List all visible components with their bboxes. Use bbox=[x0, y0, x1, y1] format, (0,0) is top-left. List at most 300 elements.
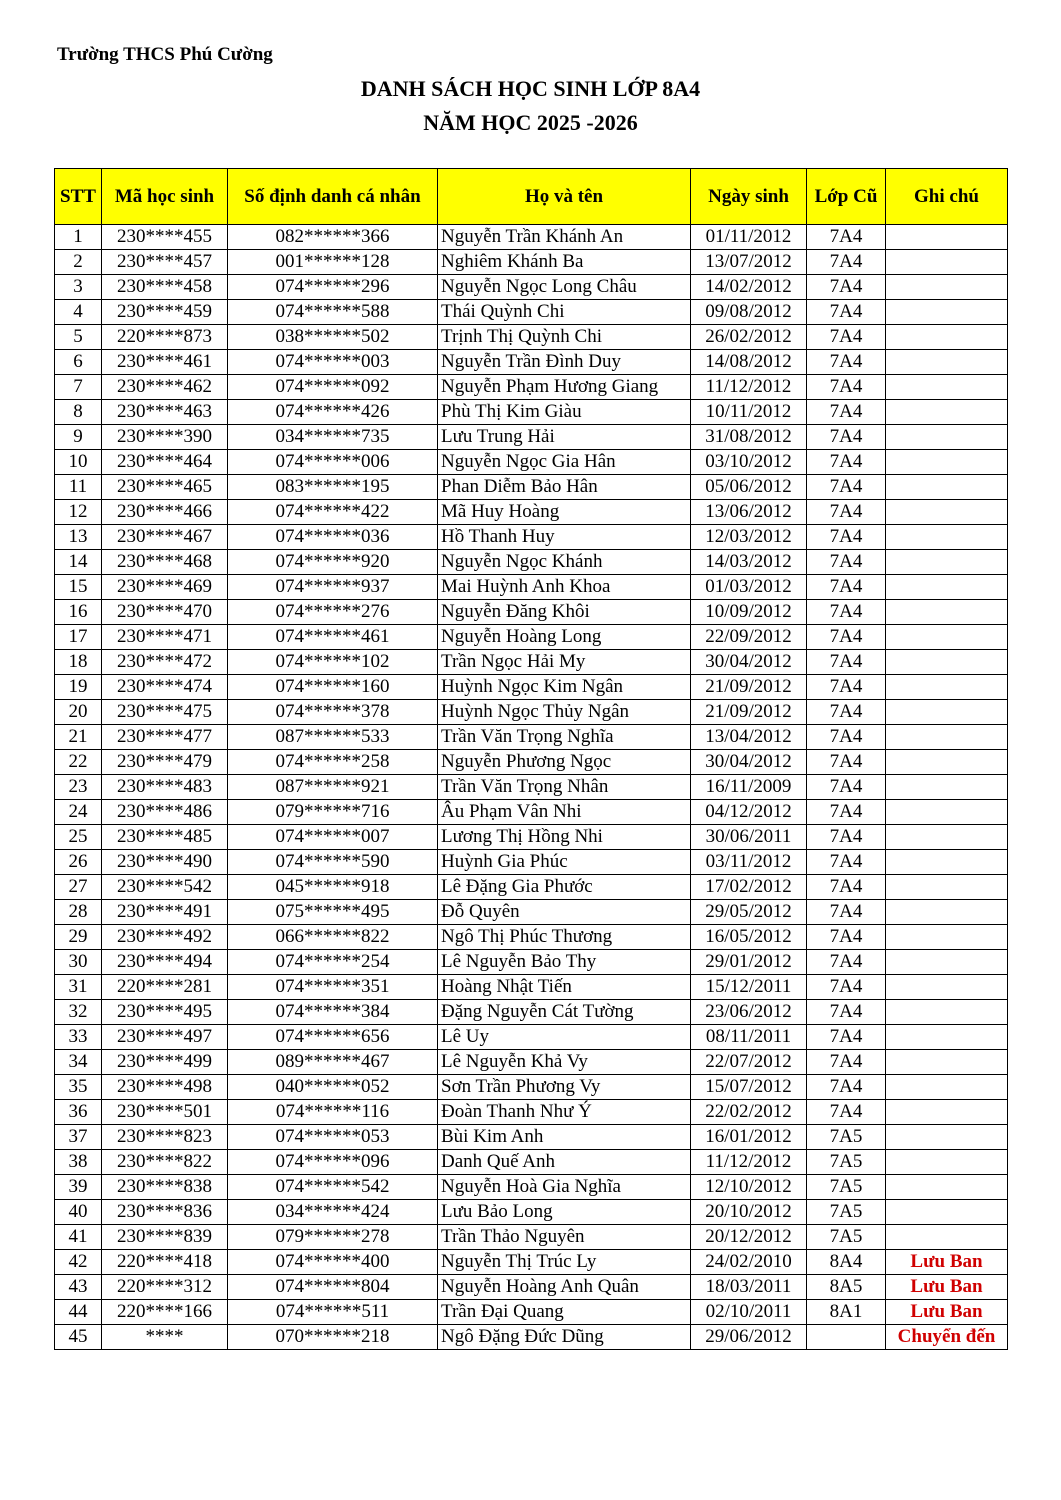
cell-note bbox=[886, 475, 1008, 500]
cell-full-name: Lê Nguyễn Bảo Thy bbox=[438, 950, 691, 975]
cell-note bbox=[886, 350, 1008, 375]
table-row bbox=[55, 1125, 1008, 1150]
cell-note: Chuyển đến bbox=[886, 1325, 1008, 1350]
cell-stt: 13 bbox=[55, 525, 102, 550]
cell-full-name: Lê Nguyễn Khả Vy bbox=[438, 1050, 691, 1075]
cell-old-class: 7A4 bbox=[807, 475, 886, 500]
cell-full-name: Sơn Trần Phương Vy bbox=[438, 1075, 691, 1100]
cell-full-name: Đặng Nguyễn Cát Tường bbox=[438, 1000, 691, 1025]
cell-full-name: Nguyễn Trần Khánh An bbox=[438, 225, 691, 250]
cell-personal-id: 074******092 bbox=[228, 375, 438, 400]
cell-note bbox=[886, 325, 1008, 350]
cell-personal-id: 074******378 bbox=[228, 700, 438, 725]
cell-birth-date: 11/12/2012 bbox=[691, 1150, 807, 1175]
cell-personal-id: 074******296 bbox=[228, 275, 438, 300]
student-roster-table bbox=[54, 168, 1008, 1350]
cell-old-class: 7A4 bbox=[807, 600, 886, 625]
cell-stt: 32 bbox=[55, 1000, 102, 1025]
cell-student-id: 230****463 bbox=[102, 400, 228, 425]
cell-old-class: 7A4 bbox=[807, 500, 886, 525]
cell-personal-id: 074******937 bbox=[228, 575, 438, 600]
cell-personal-id: 074******276 bbox=[228, 600, 438, 625]
cell-stt: 19 bbox=[55, 675, 102, 700]
cell-full-name: Nguyễn Hoàng Anh Quân bbox=[438, 1275, 691, 1300]
cell-student-id: 230****490 bbox=[102, 850, 228, 875]
cell-personal-id: 040******052 bbox=[228, 1075, 438, 1100]
cell-full-name: Mai Huỳnh Anh Khoa bbox=[438, 575, 691, 600]
cell-stt: 16 bbox=[55, 600, 102, 625]
cell-stt: 43 bbox=[55, 1275, 102, 1300]
cell-old-class: 7A4 bbox=[807, 800, 886, 825]
table-row bbox=[55, 675, 1008, 700]
cell-stt: 33 bbox=[55, 1025, 102, 1050]
cell-old-class: 7A4 bbox=[807, 300, 886, 325]
cell-birth-date: 21/09/2012 bbox=[691, 675, 807, 700]
cell-full-name: Phan Diễm Bảo Hân bbox=[438, 475, 691, 500]
cell-student-id: 230****462 bbox=[102, 375, 228, 400]
cell-stt: 23 bbox=[55, 775, 102, 800]
cell-birth-date: 21/09/2012 bbox=[691, 700, 807, 725]
cell-note bbox=[886, 900, 1008, 925]
table-row bbox=[55, 925, 1008, 950]
cell-birth-date: 20/10/2012 bbox=[691, 1200, 807, 1225]
cell-full-name: Trần Thảo Nguyên bbox=[438, 1225, 691, 1250]
cell-birth-date: 02/10/2011 bbox=[691, 1300, 807, 1325]
cell-birth-date: 15/12/2011 bbox=[691, 975, 807, 1000]
cell-stt: 27 bbox=[55, 875, 102, 900]
column-header-stt: STT bbox=[55, 169, 102, 225]
cell-old-class: 7A4 bbox=[807, 750, 886, 775]
cell-old-class: 7A4 bbox=[807, 775, 886, 800]
cell-stt: 6 bbox=[55, 350, 102, 375]
cell-old-class: 8A5 bbox=[807, 1275, 886, 1300]
cell-old-class bbox=[807, 1325, 886, 1350]
cell-personal-id: 079******716 bbox=[228, 800, 438, 825]
cell-personal-id: 074******116 bbox=[228, 1100, 438, 1125]
cell-stt: 25 bbox=[55, 825, 102, 850]
table-row bbox=[55, 450, 1008, 475]
cell-old-class: 7A4 bbox=[807, 225, 886, 250]
cell-personal-id: 070******218 bbox=[228, 1325, 438, 1350]
cell-old-class: 7A4 bbox=[807, 700, 886, 725]
cell-personal-id: 074******258 bbox=[228, 750, 438, 775]
cell-full-name: Mã Huy Hoàng bbox=[438, 500, 691, 525]
cell-student-id: 230****822 bbox=[102, 1150, 228, 1175]
cell-birth-date: 18/03/2011 bbox=[691, 1275, 807, 1300]
cell-old-class: 7A4 bbox=[807, 325, 886, 350]
cell-old-class: 8A1 bbox=[807, 1300, 886, 1325]
cell-note bbox=[886, 1050, 1008, 1075]
cell-student-id: 230****459 bbox=[102, 300, 228, 325]
cell-birth-date: 10/09/2012 bbox=[691, 600, 807, 625]
cell-full-name: Nguyễn Hoà Gia Nghĩa bbox=[438, 1175, 691, 1200]
cell-birth-date: 12/10/2012 bbox=[691, 1175, 807, 1200]
table-row bbox=[55, 775, 1008, 800]
table-row bbox=[55, 1300, 1008, 1325]
cell-old-class: 8A4 bbox=[807, 1250, 886, 1275]
table-row bbox=[55, 850, 1008, 875]
cell-note bbox=[886, 550, 1008, 575]
cell-old-class: 7A5 bbox=[807, 1175, 886, 1200]
cell-full-name: Lương Thị Hồng Nhi bbox=[438, 825, 691, 850]
cell-stt: 9 bbox=[55, 425, 102, 450]
cell-old-class: 7A4 bbox=[807, 925, 886, 950]
cell-student-id: 230****464 bbox=[102, 450, 228, 475]
cell-old-class: 7A5 bbox=[807, 1225, 886, 1250]
cell-student-id: 230****498 bbox=[102, 1075, 228, 1100]
cell-note bbox=[886, 750, 1008, 775]
cell-stt: 5 bbox=[55, 325, 102, 350]
column-header-birth-date: Ngày sinh bbox=[691, 169, 807, 225]
cell-student-id: 230****479 bbox=[102, 750, 228, 775]
table-row bbox=[55, 600, 1008, 625]
table-row bbox=[55, 1075, 1008, 1100]
cell-full-name: Phù Thị Kim Giàu bbox=[438, 400, 691, 425]
cell-birth-date: 24/02/2010 bbox=[691, 1250, 807, 1275]
cell-birth-date: 11/12/2012 bbox=[691, 375, 807, 400]
cell-student-id: 230****390 bbox=[102, 425, 228, 450]
cell-full-name: Bùi Kim Anh bbox=[438, 1125, 691, 1150]
column-header-old-class: Lớp Cũ bbox=[807, 169, 886, 225]
cell-personal-id: 074******351 bbox=[228, 975, 438, 1000]
cell-old-class: 7A4 bbox=[807, 1050, 886, 1075]
cell-personal-id: 074******007 bbox=[228, 825, 438, 850]
cell-personal-id: 074******006 bbox=[228, 450, 438, 475]
cell-stt: 8 bbox=[55, 400, 102, 425]
cell-old-class: 7A5 bbox=[807, 1125, 886, 1150]
cell-birth-date: 22/09/2012 bbox=[691, 625, 807, 650]
cell-birth-date: 13/07/2012 bbox=[691, 250, 807, 275]
cell-birth-date: 13/06/2012 bbox=[691, 500, 807, 525]
cell-old-class: 7A4 bbox=[807, 975, 886, 1000]
column-header-note: Ghi chú bbox=[886, 169, 1008, 225]
cell-stt: 12 bbox=[55, 500, 102, 525]
cell-note bbox=[886, 450, 1008, 475]
cell-full-name: Nguyễn Trần Đình Duy bbox=[438, 350, 691, 375]
cell-old-class: 7A4 bbox=[807, 375, 886, 400]
cell-birth-date: 13/04/2012 bbox=[691, 725, 807, 750]
cell-note bbox=[886, 225, 1008, 250]
cell-note bbox=[886, 575, 1008, 600]
cell-student-id: 230****477 bbox=[102, 725, 228, 750]
cell-personal-id: 089******467 bbox=[228, 1050, 438, 1075]
table-row bbox=[55, 1175, 1008, 1200]
cell-full-name: Lưu Trung Hải bbox=[438, 425, 691, 450]
cell-full-name: Trần Văn Trọng Nhân bbox=[438, 775, 691, 800]
cell-note bbox=[886, 1175, 1008, 1200]
cell-student-id: 230****466 bbox=[102, 500, 228, 525]
table-row bbox=[55, 825, 1008, 850]
table-row bbox=[55, 375, 1008, 400]
cell-personal-id: 045******918 bbox=[228, 875, 438, 900]
cell-full-name: Nguyễn Phương Ngọc bbox=[438, 750, 691, 775]
cell-student-id: 230****485 bbox=[102, 825, 228, 850]
table-row bbox=[55, 625, 1008, 650]
cell-old-class: 7A4 bbox=[807, 450, 886, 475]
column-header-full-name: Họ và tên bbox=[438, 169, 691, 225]
cell-student-id: 230****823 bbox=[102, 1125, 228, 1150]
cell-old-class: 7A4 bbox=[807, 425, 886, 450]
cell-birth-date: 04/12/2012 bbox=[691, 800, 807, 825]
cell-stt: 11 bbox=[55, 475, 102, 500]
table-row bbox=[55, 575, 1008, 600]
table-row bbox=[55, 1225, 1008, 1250]
cell-birth-date: 23/06/2012 bbox=[691, 1000, 807, 1025]
cell-stt: 35 bbox=[55, 1075, 102, 1100]
cell-note: Lưu Ban bbox=[886, 1250, 1008, 1275]
table-row bbox=[55, 875, 1008, 900]
table-row bbox=[55, 475, 1008, 500]
cell-personal-id: 066******822 bbox=[228, 925, 438, 950]
cell-student-id: 230****471 bbox=[102, 625, 228, 650]
cell-personal-id: 082******366 bbox=[228, 225, 438, 250]
cell-birth-date: 05/06/2012 bbox=[691, 475, 807, 500]
cell-stt: 1 bbox=[55, 225, 102, 250]
cell-student-id: 230****468 bbox=[102, 550, 228, 575]
cell-personal-id: 074******590 bbox=[228, 850, 438, 875]
cell-old-class: 7A4 bbox=[807, 625, 886, 650]
table-row bbox=[55, 1325, 1008, 1350]
cell-full-name: Nguyễn Phạm Hương Giang bbox=[438, 375, 691, 400]
cell-full-name: Lê Uy bbox=[438, 1025, 691, 1050]
cell-full-name: Hoàng Nhật Tiến bbox=[438, 975, 691, 1000]
cell-birth-date: 22/02/2012 bbox=[691, 1100, 807, 1125]
cell-birth-date: 16/01/2012 bbox=[691, 1125, 807, 1150]
cell-student-id: 220****312 bbox=[102, 1275, 228, 1300]
cell-birth-date: 30/06/2011 bbox=[691, 825, 807, 850]
table-row bbox=[55, 325, 1008, 350]
cell-full-name: Huỳnh Gia Phúc bbox=[438, 850, 691, 875]
cell-personal-id: 074******588 bbox=[228, 300, 438, 325]
cell-note bbox=[886, 700, 1008, 725]
cell-full-name: Hồ Thanh Huy bbox=[438, 525, 691, 550]
cell-note bbox=[886, 275, 1008, 300]
cell-student-id: 230****542 bbox=[102, 875, 228, 900]
cell-student-id: 230****494 bbox=[102, 950, 228, 975]
cell-stt: 24 bbox=[55, 800, 102, 825]
cell-stt: 39 bbox=[55, 1175, 102, 1200]
cell-student-id: 230****501 bbox=[102, 1100, 228, 1125]
cell-student-id: 230****838 bbox=[102, 1175, 228, 1200]
cell-personal-id: 074******400 bbox=[228, 1250, 438, 1275]
cell-note bbox=[886, 950, 1008, 975]
cell-birth-date: 26/02/2012 bbox=[691, 325, 807, 350]
cell-birth-date: 30/04/2012 bbox=[691, 650, 807, 675]
cell-stt: 36 bbox=[55, 1100, 102, 1125]
cell-personal-id: 074******384 bbox=[228, 1000, 438, 1025]
table-row bbox=[55, 525, 1008, 550]
cell-note bbox=[886, 250, 1008, 275]
cell-student-id: 220****873 bbox=[102, 325, 228, 350]
cell-personal-id: 074******426 bbox=[228, 400, 438, 425]
cell-full-name: Huỳnh Ngọc Thủy Ngân bbox=[438, 700, 691, 725]
cell-student-id: 230****465 bbox=[102, 475, 228, 500]
cell-student-id: 230****470 bbox=[102, 600, 228, 625]
cell-student-id: 230****458 bbox=[102, 275, 228, 300]
cell-personal-id: 079******278 bbox=[228, 1225, 438, 1250]
table-row bbox=[55, 950, 1008, 975]
school-year-title: NĂM HỌC 2025 -2026 bbox=[423, 110, 638, 135]
cell-student-id: 230****495 bbox=[102, 1000, 228, 1025]
cell-old-class: 7A4 bbox=[807, 250, 886, 275]
cell-full-name: Nguyễn Ngọc Gia Hân bbox=[438, 450, 691, 475]
cell-student-id: 230****483 bbox=[102, 775, 228, 800]
cell-note bbox=[886, 425, 1008, 450]
table-row bbox=[55, 800, 1008, 825]
cell-full-name: Danh Quế Anh bbox=[438, 1150, 691, 1175]
cell-birth-date: 10/11/2012 bbox=[691, 400, 807, 425]
cell-note bbox=[886, 625, 1008, 650]
cell-personal-id: 074******036 bbox=[228, 525, 438, 550]
cell-old-class: 7A4 bbox=[807, 725, 886, 750]
cell-personal-id: 074******542 bbox=[228, 1175, 438, 1200]
cell-birth-date: 09/08/2012 bbox=[691, 300, 807, 325]
cell-birth-date: 29/06/2012 bbox=[691, 1325, 807, 1350]
cell-stt: 2 bbox=[55, 250, 102, 275]
cell-stt: 38 bbox=[55, 1150, 102, 1175]
cell-old-class: 7A5 bbox=[807, 1200, 886, 1225]
cell-birth-date: 16/11/2009 bbox=[691, 775, 807, 800]
cell-birth-date: 08/11/2011 bbox=[691, 1025, 807, 1050]
table-row bbox=[55, 1150, 1008, 1175]
cell-full-name: Ngô Đặng Đức Dũng bbox=[438, 1325, 691, 1350]
cell-note bbox=[886, 300, 1008, 325]
cell-old-class: 7A4 bbox=[807, 400, 886, 425]
cell-full-name: Âu Phạm Vân Nhi bbox=[438, 800, 691, 825]
cell-full-name: Trần Đại Quang bbox=[438, 1300, 691, 1325]
cell-old-class: 7A4 bbox=[807, 675, 886, 700]
cell-student-id: 230****472 bbox=[102, 650, 228, 675]
cell-note: Lưu Ban bbox=[886, 1275, 1008, 1300]
table-row bbox=[55, 1200, 1008, 1225]
cell-stt: 18 bbox=[55, 650, 102, 675]
cell-old-class: 7A4 bbox=[807, 1075, 886, 1100]
cell-old-class: 7A4 bbox=[807, 950, 886, 975]
cell-full-name: Nguyễn Ngọc Khánh bbox=[438, 550, 691, 575]
cell-stt: 17 bbox=[55, 625, 102, 650]
cell-personal-id: 034******424 bbox=[228, 1200, 438, 1225]
cell-note bbox=[886, 1100, 1008, 1125]
cell-full-name: Huỳnh Ngọc Kim Ngân bbox=[438, 675, 691, 700]
table-row bbox=[55, 975, 1008, 1000]
cell-full-name: Nguyễn Thị Trúc Ly bbox=[438, 1250, 691, 1275]
cell-stt: 41 bbox=[55, 1225, 102, 1250]
table-row bbox=[55, 1100, 1008, 1125]
cell-stt: 34 bbox=[55, 1050, 102, 1075]
cell-note bbox=[886, 400, 1008, 425]
cell-note bbox=[886, 925, 1008, 950]
table-header-row bbox=[55, 169, 1008, 225]
cell-note bbox=[886, 600, 1008, 625]
cell-stt: 29 bbox=[55, 925, 102, 950]
cell-stt: 20 bbox=[55, 700, 102, 725]
cell-note bbox=[886, 850, 1008, 875]
table-row bbox=[55, 1275, 1008, 1300]
cell-birth-date: 03/11/2012 bbox=[691, 850, 807, 875]
table-row bbox=[55, 425, 1008, 450]
cell-personal-id: 074******254 bbox=[228, 950, 438, 975]
cell-old-class: 7A4 bbox=[807, 875, 886, 900]
column-header-student-id: Mã học sinh bbox=[102, 169, 228, 225]
table-row bbox=[55, 1250, 1008, 1275]
table-row bbox=[55, 500, 1008, 525]
cell-student-id: 230****492 bbox=[102, 925, 228, 950]
cell-full-name: Đoàn Thanh Như Ý bbox=[438, 1100, 691, 1125]
cell-student-id: 230****486 bbox=[102, 800, 228, 825]
cell-note bbox=[886, 775, 1008, 800]
cell-personal-id: 074******804 bbox=[228, 1275, 438, 1300]
cell-student-id: 230****836 bbox=[102, 1200, 228, 1225]
cell-student-id: **** bbox=[102, 1325, 228, 1350]
cell-old-class: 7A4 bbox=[807, 525, 886, 550]
cell-full-name: Lưu Bảo Long bbox=[438, 1200, 691, 1225]
cell-old-class: 7A5 bbox=[807, 1150, 886, 1175]
cell-full-name: Trần Văn Trọng Nghĩa bbox=[438, 725, 691, 750]
cell-old-class: 7A4 bbox=[807, 575, 886, 600]
cell-stt: 40 bbox=[55, 1200, 102, 1225]
cell-birth-date: 12/03/2012 bbox=[691, 525, 807, 550]
cell-personal-id: 001******128 bbox=[228, 250, 438, 275]
table-row bbox=[55, 700, 1008, 725]
table-row bbox=[55, 250, 1008, 275]
cell-personal-id: 074******053 bbox=[228, 1125, 438, 1150]
cell-birth-date: 20/12/2012 bbox=[691, 1225, 807, 1250]
cell-note bbox=[886, 375, 1008, 400]
cell-old-class: 7A4 bbox=[807, 1000, 886, 1025]
cell-note bbox=[886, 1075, 1008, 1100]
table-row bbox=[55, 725, 1008, 750]
cell-stt: 14 bbox=[55, 550, 102, 575]
cell-note bbox=[886, 1200, 1008, 1225]
cell-note bbox=[886, 500, 1008, 525]
table-row bbox=[55, 300, 1008, 325]
table-body bbox=[55, 225, 1008, 1350]
cell-full-name: Trần Ngọc Hải My bbox=[438, 650, 691, 675]
cell-old-class: 7A4 bbox=[807, 900, 886, 925]
cell-birth-date: 29/01/2012 bbox=[691, 950, 807, 975]
cell-full-name: Thái Quỳnh Chi bbox=[438, 300, 691, 325]
cell-stt: 37 bbox=[55, 1125, 102, 1150]
cell-stt: 4 bbox=[55, 300, 102, 325]
cell-old-class: 7A4 bbox=[807, 275, 886, 300]
cell-birth-date: 30/04/2012 bbox=[691, 750, 807, 775]
cell-birth-date: 03/10/2012 bbox=[691, 450, 807, 475]
cell-birth-date: 01/11/2012 bbox=[691, 225, 807, 250]
cell-full-name: Nghiêm Khánh Ba bbox=[438, 250, 691, 275]
cell-full-name: Ngô Thị Phúc Thương bbox=[438, 925, 691, 950]
cell-student-id: 230****467 bbox=[102, 525, 228, 550]
cell-birth-date: 17/02/2012 bbox=[691, 875, 807, 900]
cell-old-class: 7A4 bbox=[807, 550, 886, 575]
document-title: DANH SÁCH HỌC SINH LỚP 8A4 bbox=[360, 76, 701, 101]
cell-personal-id: 074******003 bbox=[228, 350, 438, 375]
cell-personal-id: 074******102 bbox=[228, 650, 438, 675]
cell-stt: 26 bbox=[55, 850, 102, 875]
table-row bbox=[55, 350, 1008, 375]
cell-stt: 30 bbox=[55, 950, 102, 975]
cell-birth-date: 29/05/2012 bbox=[691, 900, 807, 925]
cell-birth-date: 14/08/2012 bbox=[691, 350, 807, 375]
cell-birth-date: 31/08/2012 bbox=[691, 425, 807, 450]
cell-stt: 3 bbox=[55, 275, 102, 300]
cell-personal-id: 074******096 bbox=[228, 1150, 438, 1175]
cell-personal-id: 038******502 bbox=[228, 325, 438, 350]
table-row bbox=[55, 1000, 1008, 1025]
cell-student-id: 230****497 bbox=[102, 1025, 228, 1050]
cell-stt: 44 bbox=[55, 1300, 102, 1325]
cell-personal-id: 034******735 bbox=[228, 425, 438, 450]
table-row bbox=[55, 275, 1008, 300]
